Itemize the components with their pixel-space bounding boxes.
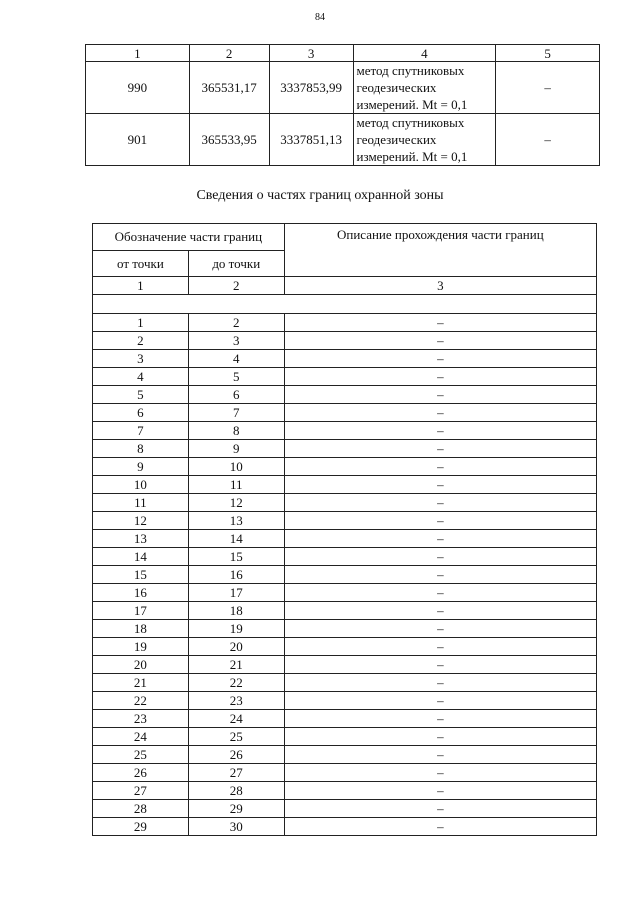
from-point: 24 xyxy=(93,728,189,746)
from-point: 6 xyxy=(93,404,189,422)
from-point: 13 xyxy=(93,530,189,548)
to-point: 11 xyxy=(188,476,284,494)
description-cell: – xyxy=(284,548,596,566)
from-point: 11 xyxy=(93,494,189,512)
point-id: 901 xyxy=(86,114,190,166)
coord-y: 3337853,99 xyxy=(269,62,353,114)
from-point: 18 xyxy=(93,620,189,638)
column-number-row xyxy=(93,277,597,295)
method-line: метод спутниковых xyxy=(356,115,465,130)
coord-x: 365531,17 xyxy=(189,62,269,114)
to-point: 14 xyxy=(188,530,284,548)
table-row xyxy=(93,584,597,602)
to-point: 20 xyxy=(188,638,284,656)
table-row xyxy=(93,314,597,332)
description-cell: – xyxy=(284,818,596,836)
from-point: 22 xyxy=(93,692,189,710)
from-point: 29 xyxy=(93,818,189,836)
table-row xyxy=(86,114,600,166)
column-number: 1 xyxy=(93,277,189,295)
description-cell: – xyxy=(284,314,596,332)
table-row xyxy=(93,746,597,764)
note-cell: – xyxy=(496,114,600,166)
column-number: 3 xyxy=(269,45,353,62)
method-line: геодезических xyxy=(356,132,437,147)
description-cell: – xyxy=(284,602,596,620)
table-row xyxy=(93,620,597,638)
empty-cell xyxy=(93,295,597,314)
table-row xyxy=(93,386,597,404)
table-row xyxy=(93,512,597,530)
table-row xyxy=(86,62,600,114)
description-cell: – xyxy=(284,476,596,494)
from-point: 19 xyxy=(93,638,189,656)
to-point: 19 xyxy=(188,620,284,638)
table-row xyxy=(93,476,597,494)
from-point: 8 xyxy=(93,440,189,458)
column-number: 2 xyxy=(188,277,284,295)
table-row xyxy=(93,530,597,548)
column-number: 1 xyxy=(86,45,190,62)
table-row xyxy=(93,422,597,440)
column-number: 5 xyxy=(496,45,600,62)
to-point: 26 xyxy=(188,746,284,764)
from-point: 26 xyxy=(93,764,189,782)
table-row xyxy=(93,494,597,512)
column-number: 3 xyxy=(284,277,596,295)
from-point: 17 xyxy=(93,602,189,620)
to-point: 21 xyxy=(188,656,284,674)
to-point: 23 xyxy=(188,692,284,710)
boundary-parts-table xyxy=(92,223,597,836)
table-row xyxy=(93,638,597,656)
to-point: 22 xyxy=(188,674,284,692)
table-row xyxy=(93,440,597,458)
to-point: 18 xyxy=(188,602,284,620)
description-cell: – xyxy=(284,440,596,458)
table-row xyxy=(93,350,597,368)
to-point: 8 xyxy=(188,422,284,440)
table-header-row xyxy=(93,224,597,251)
to-point: 16 xyxy=(188,566,284,584)
description-cell: – xyxy=(284,512,596,530)
to-point: 10 xyxy=(188,458,284,476)
to-point: 28 xyxy=(188,782,284,800)
header-boundary-description: Описание прохождения части границ xyxy=(284,224,596,277)
table-row xyxy=(93,332,597,350)
description-cell: – xyxy=(284,530,596,548)
from-point: 1 xyxy=(93,314,189,332)
description-cell: – xyxy=(284,620,596,638)
header-to-point: до точки xyxy=(188,251,284,277)
description-cell: – xyxy=(284,638,596,656)
table-row xyxy=(93,692,597,710)
method-line: метод спутниковых xyxy=(356,63,465,78)
from-point: 7 xyxy=(93,422,189,440)
from-point: 5 xyxy=(93,386,189,404)
description-cell: – xyxy=(284,566,596,584)
description-cell: – xyxy=(284,422,596,440)
table-row xyxy=(93,728,597,746)
from-point: 25 xyxy=(93,746,189,764)
table-row xyxy=(93,656,597,674)
header-from-point: от точки xyxy=(93,251,189,277)
column-number: 2 xyxy=(189,45,269,62)
to-point: 27 xyxy=(188,764,284,782)
empty-row xyxy=(93,295,597,314)
to-point: 5 xyxy=(188,368,284,386)
to-point: 25 xyxy=(188,728,284,746)
table-row xyxy=(93,548,597,566)
description-cell: – xyxy=(284,692,596,710)
from-point: 4 xyxy=(93,368,189,386)
table-row xyxy=(93,404,597,422)
coord-x: 365533,95 xyxy=(189,114,269,166)
header-boundary-designation: Обозначение части границ xyxy=(93,224,285,251)
note-cell: – xyxy=(496,62,600,114)
page-number: 84 xyxy=(315,12,325,23)
table-row xyxy=(93,458,597,476)
description-cell: – xyxy=(284,350,596,368)
from-point: 23 xyxy=(93,710,189,728)
table-row xyxy=(93,602,597,620)
from-point: 10 xyxy=(93,476,189,494)
description-cell: – xyxy=(284,782,596,800)
table-row xyxy=(93,764,597,782)
to-point: 4 xyxy=(188,350,284,368)
from-point: 3 xyxy=(93,350,189,368)
table-header-row xyxy=(86,45,600,62)
table-body xyxy=(93,314,597,836)
to-point: 29 xyxy=(188,800,284,818)
table-row xyxy=(93,566,597,584)
to-point: 30 xyxy=(188,818,284,836)
description-cell: – xyxy=(284,656,596,674)
from-point: 12 xyxy=(93,512,189,530)
description-cell: – xyxy=(284,710,596,728)
column-number: 4 xyxy=(353,45,496,62)
to-point: 13 xyxy=(188,512,284,530)
table-row xyxy=(93,818,597,836)
to-point: 7 xyxy=(188,404,284,422)
to-point: 9 xyxy=(188,440,284,458)
from-point: 21 xyxy=(93,674,189,692)
to-point: 2 xyxy=(188,314,284,332)
table-row xyxy=(93,710,597,728)
description-cell: – xyxy=(284,746,596,764)
from-point: 28 xyxy=(93,800,189,818)
method-line: измерений. Mt = 0,1 xyxy=(356,149,468,164)
from-point: 14 xyxy=(93,548,189,566)
description-cell: – xyxy=(284,368,596,386)
description-cell: – xyxy=(284,728,596,746)
description-cell: – xyxy=(284,386,596,404)
method-cell xyxy=(353,62,496,114)
to-point: 24 xyxy=(188,710,284,728)
table-row xyxy=(93,674,597,692)
description-cell: – xyxy=(284,764,596,782)
point-id: 990 xyxy=(86,62,190,114)
coord-y: 3337851,13 xyxy=(269,114,353,166)
from-point: 16 xyxy=(93,584,189,602)
description-cell: – xyxy=(284,494,596,512)
description-cell: – xyxy=(284,458,596,476)
method-line: геодезических xyxy=(356,80,437,95)
coordinates-table xyxy=(85,44,600,166)
to-point: 3 xyxy=(188,332,284,350)
method-line: измерений. Mt = 0,1 xyxy=(356,97,468,112)
description-cell: – xyxy=(284,584,596,602)
from-point: 15 xyxy=(93,566,189,584)
to-point: 15 xyxy=(188,548,284,566)
from-point: 20 xyxy=(93,656,189,674)
description-cell: – xyxy=(284,332,596,350)
from-point: 27 xyxy=(93,782,189,800)
from-point: 2 xyxy=(93,332,189,350)
description-cell: – xyxy=(284,800,596,818)
to-point: 17 xyxy=(188,584,284,602)
description-cell: – xyxy=(284,674,596,692)
to-point: 12 xyxy=(188,494,284,512)
table-row xyxy=(93,800,597,818)
table-row xyxy=(93,782,597,800)
from-point: 9 xyxy=(93,458,189,476)
section-title: Сведения о частях границ охранной зоны xyxy=(196,188,444,203)
table-row xyxy=(93,368,597,386)
method-cell xyxy=(353,114,496,166)
to-point: 6 xyxy=(188,386,284,404)
description-cell: – xyxy=(284,404,596,422)
